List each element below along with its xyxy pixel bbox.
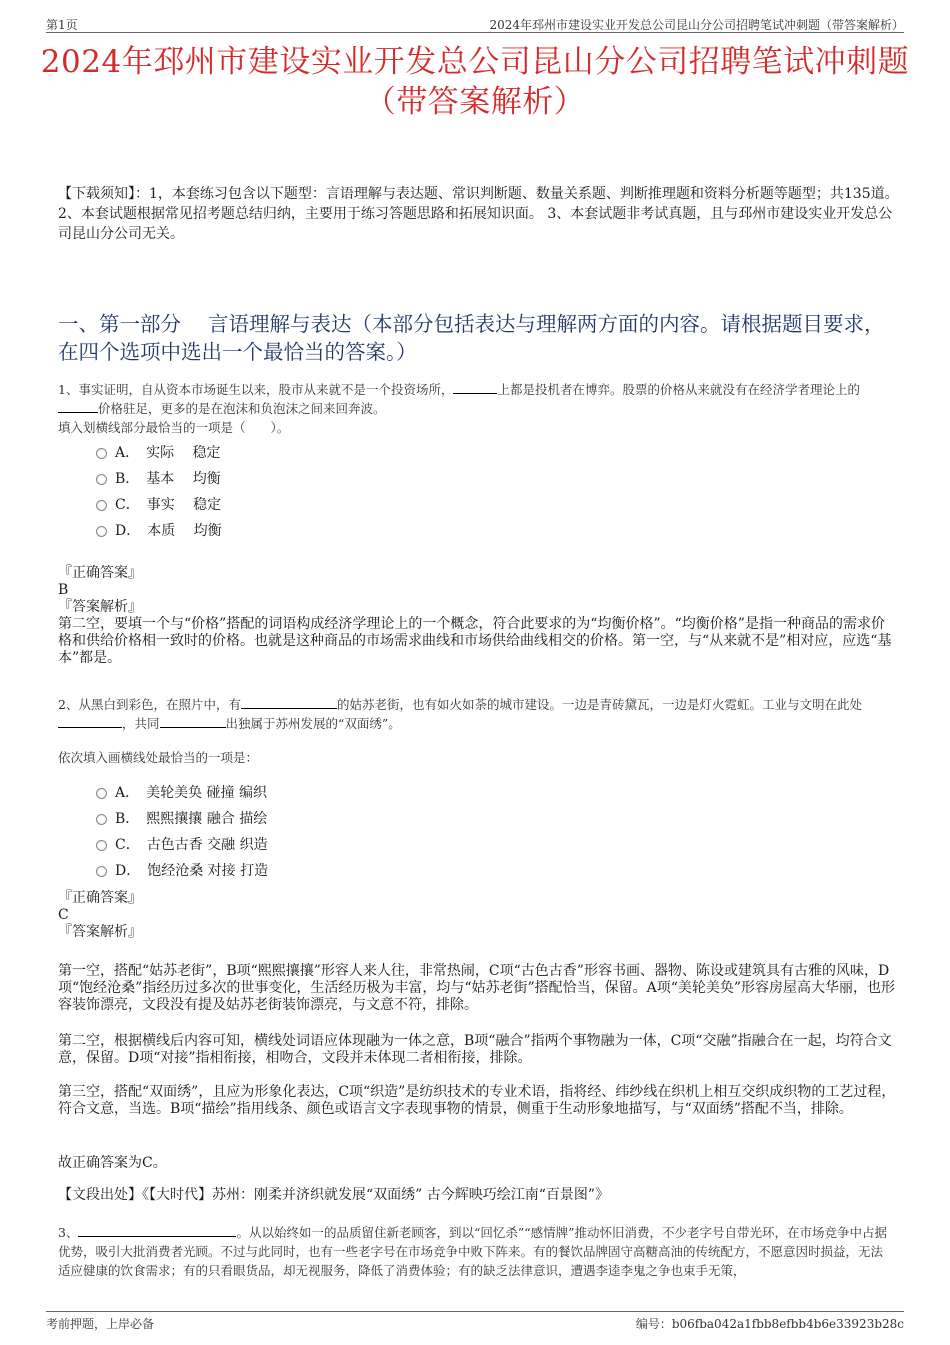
analysis-paragraph-3: 第三空，搭配“双面绣”，且应为形象化表达，C项“织造”是纺织技术的专业术语，指将经、纬纱线在织机上相互交织成织物的工艺过程，符合文意，当选。B项“描绘”指用线条、颜色或语言文字表现事物的情景，侧重于生动形象地描写，与“双面绣”搭配不当，排除。 [58, 1084, 896, 1117]
header-divider [46, 32, 904, 33]
option-b[interactable]: B． 熙熙攘攘 融合 描绘 [96, 806, 268, 832]
document-title [40, 42, 910, 122]
analysis-paragraph-2: 第二空，根据横线后内容可知，横线处词语应体现融为一体之意，B项“融合”指两个事物融为一体，C项“交融”指融合在一起，均符合文意，保留。D项“对接”指相衔接，相吻合，文段并未体现二者相衔接，排除。 [58, 1033, 892, 1066]
option-d[interactable]: D． 本质 均衡 [96, 518, 222, 544]
option-a[interactable]: A． 美轮美奂 碰撞 编织 [96, 780, 268, 806]
radio-icon[interactable] [96, 814, 107, 825]
question-2-options [96, 780, 268, 884]
radio-icon[interactable] [96, 526, 107, 537]
footer-divider [46, 1311, 904, 1312]
radio-icon[interactable] [96, 840, 107, 851]
question-1-prompt: 填入划横线部分最恰当的一项是（ ）。 [58, 420, 290, 435]
analysis-text: 第二空，要填一个与“价格”搭配的词语构成经济学理论上的一个概念，符合此要求的为“均衡价格”。“均衡价格”是指一种商品的需求价格和供给价格相一致时的价格。也就是这种商品的市场需求曲线和市场供给曲线相交的价格。第一空，与“从来就不是”相对应，应选“基本”都是。 [58, 616, 892, 666]
answer-label: 『正确答案』 [58, 890, 142, 906]
blank [58, 400, 98, 413]
radio-icon[interactable] [96, 474, 107, 485]
radio-icon[interactable] [96, 500, 107, 511]
option-d[interactable]: D． 饱经沧桑 对接 打造 [96, 858, 268, 884]
blank [58, 715, 122, 728]
blank [453, 381, 497, 394]
question-2-stem: 2、从黑白到彩色，在照片中，有 的姑苏老街，也有如火如荼的城市建设。一边是青砖黛瓦，一边是灯火霓虹。工业与文明在此处，共同 出独属于苏州发展的“双面绣”。 [58, 697, 862, 731]
source-citation: 【文段出处】《【大时代】苏州：刚柔并济织就发展“双面绣” 古今辉映巧绘江南“百景图”》 [58, 1187, 610, 1203]
analysis-paragraph-1: 第一空，搭配“姑苏老街”，B项“熙熙攘攘”形容人来人往，非常热闹，C项“古色古香”形容书画、器物、陈设或建筑具有古雅的风味，D项“饱经沧桑”指经历过多次的世事变化，生活经历极为丰富，均与“姑苏老街”搭配恰当，保留。A项“美轮美奂”形容房屋高大华丽，也形容装饰漂亮，文段没有提及姑苏老街装饰漂亮，与文意不符，排除。 [58, 963, 896, 1013]
answer-value: B [58, 582, 69, 598]
footer-slogan: 考前押题，上岸必备 [46, 1317, 155, 1331]
option-b[interactable]: B． 基本 均衡 [96, 466, 222, 492]
option-c[interactable]: C． 古色古香 交融 织造 [96, 832, 268, 858]
header-doc-title: 2024年邳州市建设实业开发总公司昆山分公司招聘笔试冲刺题（带答案解析） [489, 18, 904, 32]
blank [241, 696, 337, 709]
download-notice: 【下载须知】：1，本套练习包含以下题型：言语理解与表达题、常识判断题、数量关系题、判断推理题和资料分析题等题型；共135道。 2、本套试题根据常见招考题总结归纳，主要用于练习答题思路和拓展知识面。 3、本套试题非考试真题，且与邳州市建设实业开发总公司昆山分公司无关。 [58, 186, 899, 242]
title-line-2: （带答案解析） [364, 84, 586, 120]
option-a[interactable]: A． 实际 稳定 [96, 440, 222, 466]
blank [78, 1224, 236, 1237]
title-line-1: 2024年邳州市建设实业开发总公司昆山分公司招聘笔试冲刺题 [40, 44, 910, 80]
radio-icon[interactable] [96, 448, 107, 459]
page-number: 第1页 [46, 18, 78, 32]
option-c[interactable]: C． 事实 稳定 [96, 492, 222, 518]
footer-serial: 编号：b06fba042a1fbb8efbb4b6e33923b28c [635, 1317, 904, 1331]
radio-icon[interactable] [96, 866, 107, 877]
question-1-answer-block [58, 565, 898, 667]
analysis-label: 『答案解析』 [58, 924, 142, 940]
analysis-label: 『答案解析』 [58, 599, 142, 615]
analysis-conclusion: 故正确答案为C。 [58, 1155, 167, 1171]
question-3-stem: 3、 。从以始终如一的品质留住新老顾客，到以“回忆杀”“感情牌”推动怀旧消费，不少老字号自带光环，在市场竞争中占据优势，吸引大批消费者光顾。不过与此同时，也有一些老字号在市场竞争中败下阵来。有的餐饮品牌固守高糖高油的传统配方，不愿意因时损益，无法适应健康的饮食需求；有的只看眼货品，却无视服务，降低了消费体验；有的缺乏法律意识，遭遇李逵李鬼之争也束手无策， [58, 1225, 888, 1278]
question-1-options [96, 440, 222, 544]
section-heading: 一、第一部分 言语理解与表达（本部分包括表达与理解两方面的内容。请根据题目要求，在四个选项中选出一个最恰当的答案。） [58, 312, 885, 364]
radio-icon[interactable] [96, 788, 107, 799]
question-1-stem: 1、事实证明，自从资本市场诞生以来，股市从来就不是一个投资场所， 上都是投机者在博弈。股票的价格从来就没有在经济学者理论上的价格驻足，更多的是在泡沫和负泡沫之间来回奔波。 填入划横线部分最恰当的一项是（ ）。 [58, 382, 860, 435]
question-2-answer-block [58, 890, 898, 941]
question-2-prompt: 依次填入画横线处最恰当的一项是： [58, 750, 259, 765]
page-header [46, 14, 904, 32]
answer-label: 『正确答案』 [58, 565, 142, 581]
answer-value: C [58, 907, 69, 923]
blank [160, 715, 226, 728]
